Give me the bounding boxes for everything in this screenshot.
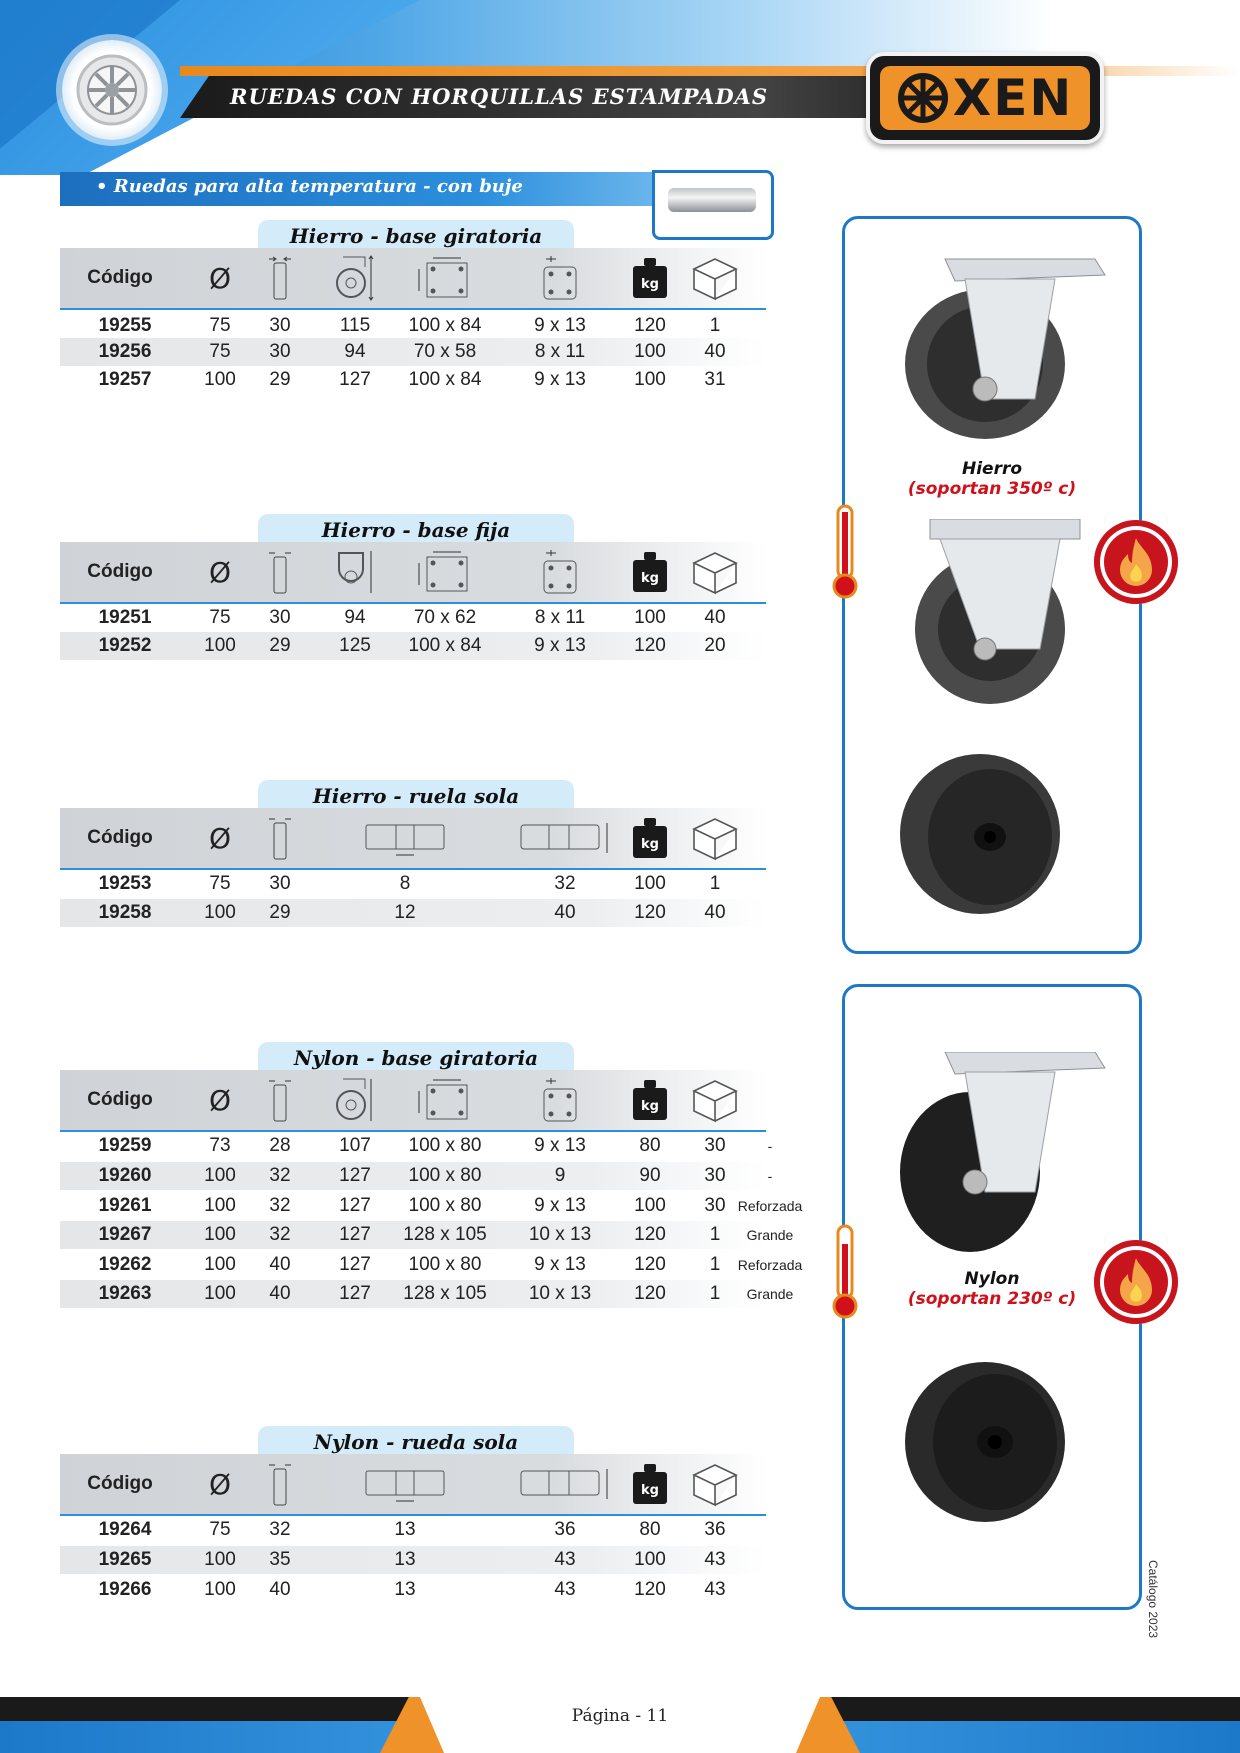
cell-plate: 100 x 80: [408, 1165, 482, 1186]
cell-note: Reforzada: [737, 1198, 803, 1214]
plate-size-icon: [395, 248, 495, 308]
svg-text:kg: kg: [641, 837, 659, 852]
cell-height: 115: [339, 315, 371, 336]
cell-hub: 8: [399, 873, 411, 894]
plate-size-icon: [395, 1070, 495, 1130]
cell-note: Reforzada: [737, 1257, 803, 1273]
cell-plate: 100 x 80: [408, 1135, 482, 1156]
iron-wheel-image: [895, 749, 1065, 919]
cell-width: 29: [269, 369, 291, 390]
cell-height: 127: [339, 369, 371, 390]
box-quantity-icon: [680, 248, 750, 308]
box-quantity-icon: [680, 1454, 750, 1514]
table-row: [60, 870, 766, 898]
cell-plate: 100 x 80: [408, 1254, 482, 1275]
table-row: [60, 1516, 766, 1544]
table-row: [60, 1546, 766, 1574]
cell-note: Grande: [746, 1227, 794, 1243]
table-row: [60, 338, 766, 366]
cell-hole: 8 x 11: [534, 341, 586, 362]
cell-code: 19255: [98, 315, 152, 336]
section-title: Nylon - rueda sola: [258, 1426, 574, 1458]
nylon-wheel-image: [900, 1357, 1070, 1527]
hole-size-icon: [520, 542, 600, 602]
svg-text:kg: kg: [641, 571, 659, 586]
flame-icon: [1094, 1240, 1178, 1324]
header-diameter: Ø: [208, 555, 232, 589]
cell-bore: 43: [554, 1579, 576, 1600]
cell-hole: 9 x 13: [534, 315, 586, 336]
cell-load: 100: [634, 369, 666, 390]
load-kg-icon: [620, 248, 680, 308]
load-kg-icon: [620, 1454, 680, 1514]
load-kg-icon: [620, 542, 680, 602]
table-row: [60, 1576, 766, 1604]
cell-hole: 10 x 13: [528, 1283, 592, 1304]
cell-load: 120: [634, 635, 666, 656]
load-kg-icon: [620, 1070, 680, 1130]
cell-hole: 9 x 13: [534, 1135, 586, 1156]
plate-size-icon: [395, 542, 495, 602]
cell-diameter: 100: [204, 1254, 236, 1275]
table-row: [60, 1192, 803, 1220]
table-row: [60, 1162, 773, 1190]
cell-diameter: 100: [204, 635, 236, 656]
cell-diameter: 75: [209, 873, 231, 894]
header-code: Código: [87, 827, 153, 848]
table-row: [60, 1280, 794, 1308]
cell-code: 19267: [98, 1224, 152, 1245]
cell-diameter: 100: [204, 1165, 236, 1186]
logo-wheel-icon: [897, 72, 949, 124]
cell-qty: 1: [709, 315, 721, 336]
swivel-caster-iron-image: [885, 239, 1115, 439]
svg-text:kg: kg: [641, 1483, 659, 1498]
cell-qty: 1: [709, 1254, 721, 1275]
cell-load: 80: [639, 1519, 661, 1540]
cell-load: 100: [634, 873, 666, 894]
table-header: [60, 248, 766, 310]
cell-load: 120: [634, 1254, 666, 1275]
cell-load: 100: [634, 341, 666, 362]
cell-width: 30: [269, 341, 291, 362]
cell-width: 40: [269, 1579, 291, 1600]
cell-hub: 13: [394, 1549, 416, 1570]
nylon-temperature: (soportan 230º c): [907, 1289, 1077, 1309]
cell-diameter: 100: [204, 1579, 236, 1600]
cell-code: 19256: [98, 341, 152, 362]
cell-qty: 36: [704, 1519, 726, 1540]
flame-icon: [1094, 520, 1178, 604]
cell-code: 19262: [98, 1254, 152, 1275]
cell-width: 40: [269, 1254, 291, 1275]
table-row: [60, 366, 766, 394]
thermometer-icon: [832, 1224, 858, 1320]
cell-diameter: 75: [209, 1519, 231, 1540]
cell-width: 32: [269, 1224, 291, 1245]
svg-text:kg: kg: [641, 277, 659, 292]
cell-qty: 43: [704, 1549, 726, 1570]
load-kg-icon: [620, 808, 680, 868]
cell-qty: 30: [704, 1135, 726, 1156]
box-quantity-icon: [680, 542, 750, 602]
cell-hole: 9: [554, 1165, 566, 1186]
cell-load: 120: [634, 315, 666, 336]
cell-diameter: 100: [204, 369, 236, 390]
cell-width: 28: [269, 1135, 291, 1156]
cell-load: 100: [634, 1549, 666, 1570]
bore-icon: [490, 808, 640, 868]
cell-load: 120: [634, 902, 666, 923]
cell-code: 19264: [98, 1519, 152, 1540]
cell-load: 80: [639, 1135, 661, 1156]
cell-qty: 40: [704, 341, 726, 362]
cell-height: 127: [339, 1165, 371, 1186]
cell-code: 19260: [98, 1165, 152, 1186]
cell-qty: 40: [704, 902, 726, 923]
cell-hub: 13: [394, 1519, 416, 1540]
section-title: Hierro - base giratoria: [258, 220, 574, 252]
table-header: [60, 542, 766, 604]
table-header: [60, 808, 766, 870]
box-quantity-icon: [680, 1070, 750, 1130]
header-diameter: Ø: [208, 1083, 232, 1117]
cell-plate: 100 x 84: [408, 315, 482, 336]
cell-width: 29: [269, 902, 291, 923]
section-banner-text: • Ruedas para alta temperatura - con buje: [96, 176, 523, 197]
cell-load: 120: [634, 1224, 666, 1245]
cell-code: 19259: [98, 1135, 152, 1156]
hub-length-icon: [325, 808, 485, 868]
hierro-temperature: (soportan 350º c): [907, 479, 1077, 499]
cell-width: 32: [269, 1519, 291, 1540]
cell-plate: 100 x 80: [408, 1195, 482, 1216]
hierro-material: Hierro: [961, 459, 1023, 479]
cell-qty: 1: [709, 873, 721, 894]
height-icon: [320, 248, 390, 308]
cell-height: 107: [339, 1135, 371, 1156]
cell-plate: 100 x 84: [408, 635, 482, 656]
cell-hole: 9 x 13: [534, 1195, 586, 1216]
cell-qty: 40: [704, 607, 726, 628]
table-header: [60, 1070, 766, 1132]
page-title: RUEDAS CON HORQUILLAS ESTAMPADAS: [230, 84, 768, 109]
cell-code: 19261: [98, 1195, 152, 1216]
cell-height: 127: [339, 1195, 371, 1216]
cell-code: 19251: [98, 607, 152, 628]
cell-width: 30: [269, 873, 291, 894]
cell-height: 127: [339, 1283, 371, 1304]
cell-load: 120: [634, 1283, 666, 1304]
cell-load: 100: [634, 1195, 666, 1216]
cell-width: 29: [269, 635, 291, 656]
cell-plate: 128 x 105: [403, 1283, 487, 1304]
fixed-caster-iron-image: [890, 519, 1090, 709]
header-code: Código: [87, 267, 153, 288]
cell-code: 19253: [98, 873, 152, 894]
swivel-caster-nylon-image: [885, 1052, 1115, 1272]
cell-diameter: 75: [209, 341, 231, 362]
brand-logo: [866, 52, 1104, 144]
width-icon: [250, 1454, 310, 1514]
cell-plate: 70 x 62: [413, 607, 477, 628]
hole-size-icon: [520, 1070, 600, 1130]
cell-qty: 30: [704, 1165, 726, 1186]
width-icon: [250, 808, 310, 868]
cell-code: 19252: [98, 635, 152, 656]
cell-code: 19266: [98, 1579, 152, 1600]
header-code: Código: [87, 1089, 153, 1110]
cell-diameter: 100: [204, 1224, 236, 1245]
bore-icon: [490, 1454, 640, 1514]
cell-diameter: 100: [204, 1283, 236, 1304]
cell-hub: 12: [394, 902, 416, 923]
page-number: Página - 11: [571, 1706, 669, 1726]
cell-bore: 40: [554, 902, 576, 923]
width-icon: [250, 542, 310, 602]
header-diameter: Ø: [208, 821, 232, 855]
cell-height: 94: [344, 607, 366, 628]
svg-text:kg: kg: [641, 1099, 659, 1114]
cell-plate: 70 x 58: [413, 341, 477, 362]
cell-width: 30: [269, 607, 291, 628]
cell-diameter: 75: [209, 315, 231, 336]
cell-diameter: 100: [204, 1195, 236, 1216]
cell-width: 32: [269, 1195, 291, 1216]
header-code: Código: [87, 561, 153, 582]
width-icon: [250, 1070, 310, 1130]
table-row: [60, 1251, 803, 1279]
height-icon: [320, 542, 390, 602]
cell-height: 94: [344, 341, 366, 362]
cell-qty: 30: [704, 1195, 726, 1216]
hierro-label: [845, 459, 1139, 499]
section-title: Hierro - base fija: [258, 514, 574, 546]
cell-load: 100: [634, 607, 666, 628]
cell-note: -: [767, 1138, 773, 1154]
table-header: [60, 1454, 766, 1516]
logo-text: XEN: [952, 69, 1074, 127]
bushing-image: [668, 188, 756, 212]
cell-hole: 9 x 13: [534, 1254, 586, 1275]
cell-plate: 128 x 105: [403, 1224, 487, 1245]
cell-hole: 9 x 13: [534, 635, 586, 656]
cell-hub: 13: [394, 1579, 416, 1600]
cell-height: 125: [339, 635, 371, 656]
cell-code: 19265: [98, 1549, 152, 1570]
cell-note: -: [767, 1168, 773, 1184]
box-quantity-icon: [680, 808, 750, 868]
cell-bore: 36: [554, 1519, 576, 1540]
hole-size-icon: [520, 248, 600, 308]
cell-diameter: 100: [204, 902, 236, 923]
cell-qty: 43: [704, 1579, 726, 1600]
wheel-badge-icon: [62, 40, 162, 140]
cell-code: 19258: [98, 902, 152, 923]
cell-load: 120: [634, 1579, 666, 1600]
cell-width: 35: [269, 1549, 291, 1570]
table-row: [60, 899, 766, 927]
cell-hole: 10 x 13: [528, 1224, 592, 1245]
thermometer-icon: [832, 504, 858, 600]
cell-hole: 8 x 11: [534, 607, 586, 628]
nylon-material: Nylon: [964, 1269, 1020, 1289]
cell-qty: 1: [709, 1283, 721, 1304]
cell-bore: 43: [554, 1549, 576, 1570]
header-code: Código: [87, 1473, 153, 1494]
cell-diameter: 100: [204, 1549, 236, 1570]
cell-qty: 1: [709, 1224, 721, 1245]
cell-code: 19263: [98, 1283, 152, 1304]
section-title: Hierro - ruela sola: [258, 780, 574, 812]
table-row: [60, 312, 766, 340]
cell-plate: 100 x 84: [408, 369, 482, 390]
cell-hole: 9 x 13: [534, 369, 586, 390]
header-diameter: Ø: [208, 1467, 232, 1501]
header-diameter: Ø: [208, 261, 232, 295]
cell-qty: 31: [704, 369, 726, 390]
cell-code: 19257: [98, 369, 152, 390]
cell-bore: 32: [554, 873, 576, 894]
cell-diameter: 75: [209, 607, 231, 628]
width-icon: [250, 248, 310, 308]
catalog-year: Catálogo 2023: [1146, 1560, 1160, 1639]
cell-load: 90: [639, 1165, 661, 1186]
cell-width: 30: [269, 315, 291, 336]
cell-qty: 20: [704, 635, 726, 656]
cell-note: Grande: [746, 1286, 794, 1302]
height-icon: [320, 1070, 390, 1130]
hub-length-icon: [325, 1454, 485, 1514]
section-title: Nylon - base giratoria: [258, 1042, 574, 1074]
cell-height: 127: [339, 1224, 371, 1245]
table-row: [60, 1132, 773, 1160]
cell-diameter: 73: [209, 1135, 231, 1156]
cell-width: 40: [269, 1283, 291, 1304]
table-row: [60, 604, 766, 632]
cell-height: 127: [339, 1254, 371, 1275]
cell-width: 32: [269, 1165, 291, 1186]
table-row: [60, 1221, 794, 1249]
table-row: [60, 632, 766, 660]
